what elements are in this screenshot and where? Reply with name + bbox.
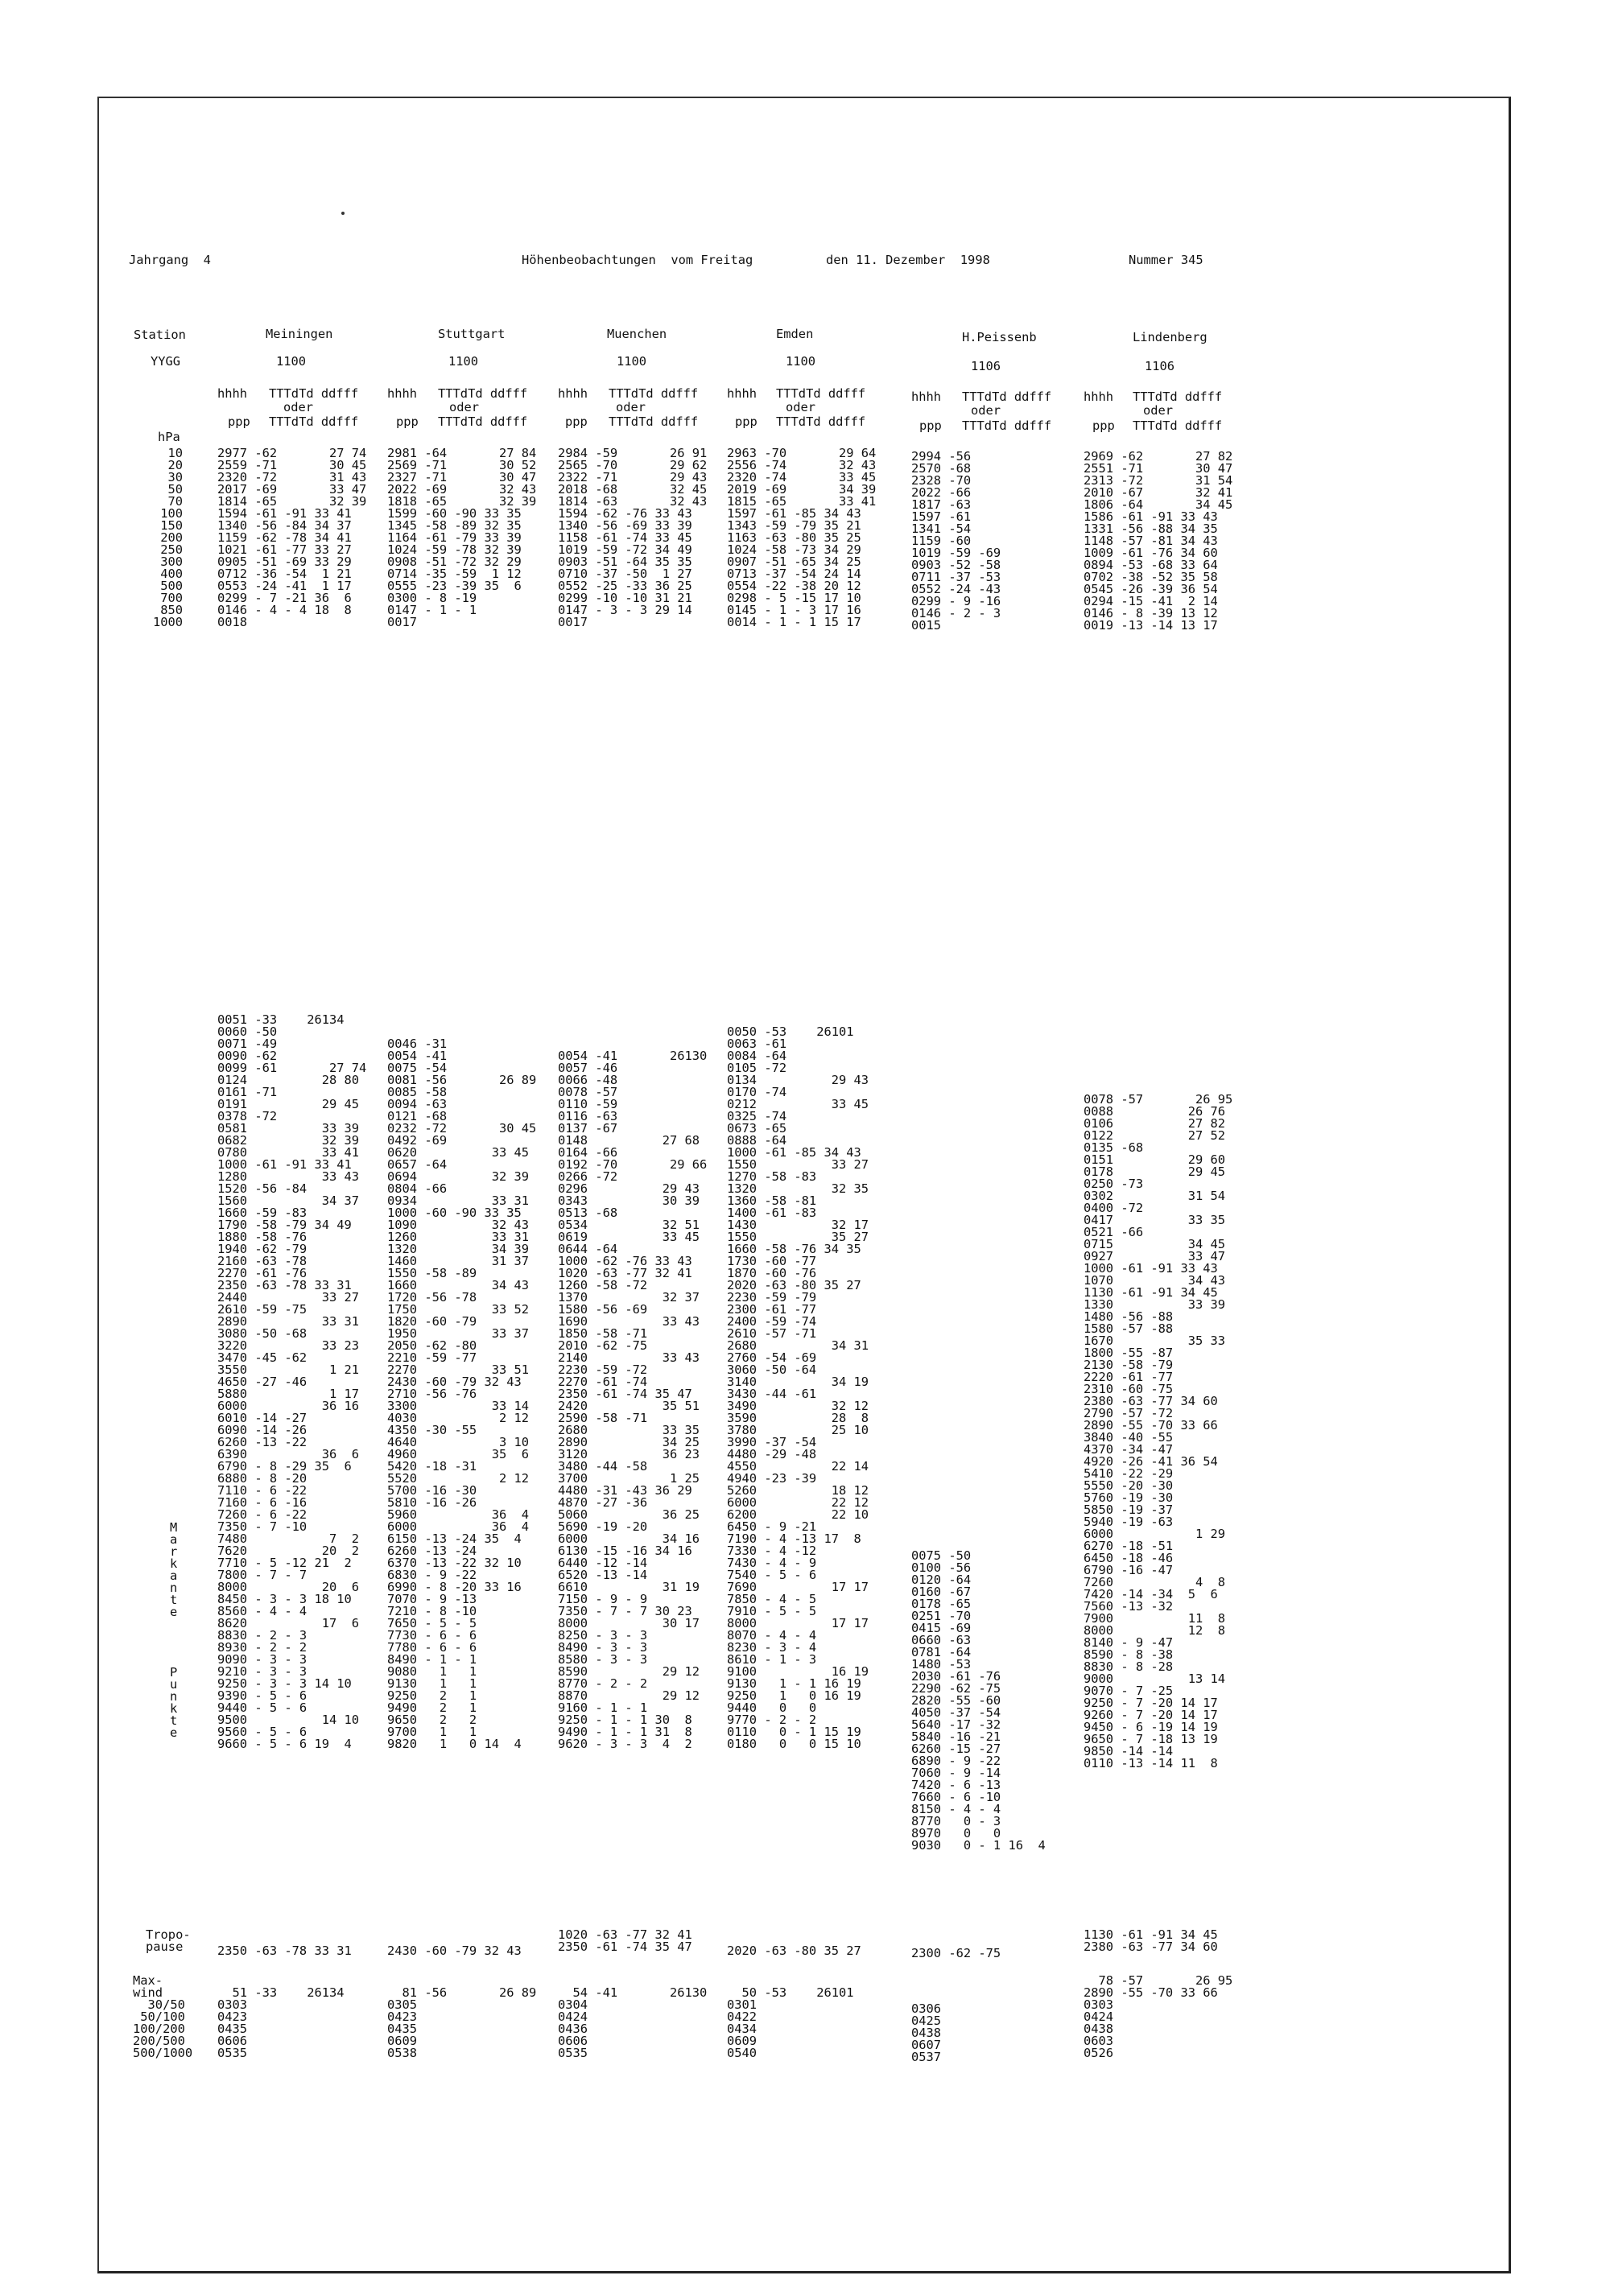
page-date: den 11. Dezember 1998 [826,253,990,267]
col-main-peissenberg: TTTdTd ddfff [962,390,1052,404]
station-yygg-emden: 1100 [786,354,816,369]
levels-emden: 2963 -70 29 64 2556 -74 32 43 2320 -74 33 45 2019 -69 34 39 1815 -65 33 41 1597 -61 -85 34 43 1343 -59 -79 35 21 1163 -63 -80 35 25 1024 -58 -73 34 29 0907 -51 -65 34 25 0713 -37 -54 24 14 0554 -22 -38 20 12 0298 - 5 -15 17 10 0145 - 1 - 3 17 16 0014 - 1 - 1 15 17 [727,446,877,629]
col-alt-stuttgart: TTTdTd ddfff [438,414,528,429]
col-oder-meiningen: oder [283,400,314,414]
col-ppp-stuttgart: ppp [396,414,419,429]
col-hhhh-stuttgart: hhhh [387,386,418,401]
station-yygg-meiningen: 1100 [276,354,307,369]
col-alt-lindenberg: TTTdTd ddfff [1133,418,1223,433]
issue-number: Nummer 345 [1129,253,1203,267]
tropopause-muenchen: 1020 -63 -77 32 41 2350 -61 -74 35 47 [558,1927,692,1954]
col-main-stuttgart: TTTdTd ddfff [438,386,528,401]
tropopause-peissenberg: 2300 -62 -75 [911,1946,1001,1960]
col-oder-lindenberg: oder [1143,403,1174,418]
col-ppp-lindenberg: ppp [1092,418,1115,433]
station-label: Station [134,328,186,342]
maxwind-muenchen: 54 -41 26130 0304 0424 0436 0606 0535 [558,1985,708,2060]
col-ppp-muenchen: ppp [565,414,588,429]
station-name-stuttgart: Stuttgart [438,327,506,341]
col-ppp-peissenberg: ppp [919,418,942,433]
col-alt-muenchen: TTTdTd ddfff [609,414,699,429]
yygg-label: YYGG [151,354,181,369]
maxwind-stuttgart: 81 -56 26 89 0305 0423 0435 0609 0538 [387,1985,537,2060]
col-alt-emden: TTTdTd ddfff [776,414,866,429]
col-ppp-meiningen: ppp [228,414,250,429]
col-alt-peissenberg: TTTdTd ddfff [962,418,1052,433]
significant-muenchen: 0054 -41 26130 0057 -46 0066 -48 0078 -57 0110 -59 0116 -63 0137 -67 0148 27 68 0164 -66 0192 -70 29 66 0266 -72 0296 29 43 0343 30 39 0513 -68 0534 32 51 0619 33 45 0644 -64 1000 -62 -76 33 43 1020 -63 -77 32 41 1260 -58 -72 1370 32 37 1580 -56 -69 1690 33 43 1850 -58 -71 2010 -62 -75 2140 33 43 2230 -59 -72 2270 -61 -74 2350 -61 -74 35 47 2420 35 51 2590 -58 -71 2680 33 35 2890 34 25 3120 36 23 3480 -44 -58 3700 1 25 4480 -31 -43 36 29 4870 -27 -36 5060 36 25 5690 -19 -20 6000 34 16 6130 -15 -16 34 16 6440 -12 -14 6520 -13 -14 6610 31 19 7150 - 9 - 9 7350 - 7 - 7 30 23 8000 30 17 8250 - 3 - 3 8490 - 3 - 3 8580 - 3 - 3 8590 29 12 8770 - 2 - 2 8870 29 12 9160 - 1 - 1 9250 - 1 - 1 30 8 9490 - 1 - 1 31 8 9620 - 3 - 3 4 2 [558,1049,708,1751]
col-main-lindenberg: TTTdTd ddfff [1133,390,1223,404]
col-hhhh-meiningen: hhhh [217,386,248,401]
maxwind-label: Max- wind 30/50 50/100 100/200 200/500 500/1000 [133,1973,193,2060]
hpa-label: hPa [158,430,180,444]
station-name-emden: Emden [776,327,814,341]
maxwind-lindenberg: 78 -57 26 95 2890 -55 -70 33 66 0303 0424 0438 0603 0526 [1084,1973,1233,2060]
station-name-meiningen: Meiningen [266,327,333,341]
col-alt-meiningen: TTTdTd ddfff [269,414,359,429]
jahrgang-label: Jahrgang 4 [129,253,211,267]
tropopause-label: Tropo- pause [146,1927,191,1954]
col-ppp-emden: ppp [735,414,758,429]
tropopause-meiningen: 2350 -63 -78 33 31 [217,1944,352,1958]
tropopause-stuttgart: 2430 -60 -79 32 43 [387,1944,522,1958]
levels-peissenberg: 2994 -56 2570 -68 2328 -70 2022 -66 1817 -63 1597 -61 1341 -54 1159 -60 1019 -59 -69 0903 -52 -58 0711 -37 -53 0552 -24 -43 0299 - 9 -16 0146 - 2 - 3 0015 [911,449,1001,633]
station-yygg-muenchen: 1100 [617,354,647,369]
station-yygg-peissenberg: 1106 [971,359,1001,373]
col-main-meiningen: TTTdTd ddfff [269,386,359,401]
maxwind-emden: 50 -53 26101 0301 0422 0434 0609 0540 [727,1985,854,2060]
col-oder-muenchen: oder [616,400,646,414]
col-oder-stuttgart: oder [449,400,480,414]
col-main-emden: TTTdTd ddfff [776,386,866,401]
speck-mark [341,212,345,215]
significant-peissenberg: 0075 -50 0100 -56 0120 -64 0160 -67 0178 -65 0251 -70 0415 -69 0660 -63 0781 -64 1480 -53 2030 -61 -76 2290 -62 -75 2820 -55 -60 4050 -37 -54 5640 -17 -32 5840 -16 -21 6260 -15 -27 6890 - 9 -22 7060 - 9 -14 7420 - 6 -13 7660 - 6 -10 8150 - 4 - 4 8770 0 - 3 8970 0 0 9030 0 - 1 16 4 [911,1548,1046,1853]
col-oder-emden: oder [786,400,816,414]
station-name-peissenberg: H.Peissenb [962,330,1037,344]
significant-emden: 0050 -53 26101 0063 -61 0084 -64 0105 -72 0134 29 43 0170 -74 0212 33 45 0325 -74 0673 -65 0888 -64 1000 -61 -85 34 43 1550 33 27 1270 -58 -83 1320 32 35 1360 -58 -81 1400 -61 -83 1430 32 17 1550 35 27 1660 -58 -76 34 35 1730 -60 -77 1870 -60 -76 2020 -63 -80 35 27 2230 -59 -79 2300 -61 -77 2400 -59 -74 2610 -57 -71 2680 34 31 2760 -54 -69 3060 -50 -64 3140 34 19 3430 -44 -61 3490 32 12 3590 28 8 3780 25 10 3990 -37 -54 4480 -29 -48 4550 22 14 4940 -23 -39 5260 18 12 6000 22 12 6200 22 10 6450 - 9 -21 7190 - 4 -13 17 8 7330 - 4 -12 7430 - 4 - 9 7540 - 5 - 6 7690 17 17 7850 - 4 - 5 7910 - 5 - 5 8000 17 17 8070 - 4 - 4 8230 - 3 - 4 8610 - 1 - 3 9100 16 19 9130 1 - 1 16 19 9250 1 0 16 19 9440 0 0 9770 - 2 - 2 0110 0 - 1 15 19 0180 0 0 15 10 [727,1024,869,1751]
punkte-label: P u n k t e [170,1665,178,1740]
station-yygg-stuttgart: 1100 [448,354,479,369]
station-name-lindenberg: Lindenberg [1133,330,1208,344]
levels-muenchen: 2984 -59 26 91 2565 -70 29 62 2322 -71 29 43 2018 -68 32 45 1814 -63 32 43 1594 -62 -76 33 43 1340 -56 -69 33 39 1158 -61 -74 33 45 1019 -59 -72 34 49 0903 -51 -64 35 35 0710 -37 -50 1 27 0552 -25 -33 36 25 0299 -10 -10 31 21 0147 - 3 - 3 29 14 0017 [558,446,708,629]
station-yygg-lindenberg: 1106 [1145,359,1175,373]
tropopause-lindenberg: 1130 -61 -91 34 45 2380 -63 -77 34 60 [1084,1927,1218,1954]
significant-stuttgart: 0046 -31 0054 -41 0075 -54 0081 -56 26 89 0085 -58 0094 -63 0121 -68 0232 -72 30 45 0492 -69 0620 33 45 0657 -64 0694 32 39 0804 -66 0934 33 31 1000 -60 -90 33 35 1090 32 43 1260 33 31 1320 34 39 1460 31 37 1550 -58 -89 1660 34 43 1720 -56 -78 1750 33 52 1820 -60 -79 1950 33 37 2050 -62 -80 2210 -59 -77 2270 33 51 2430 -60 -79 32 43 2710 -56 -76 3300 33 14 4030 2 12 4350 -30 -55 4640 3 10 4960 35 6 5420 -18 -31 5520 2 12 5700 -16 -30 5810 -16 -26 5960 36 4 6000 36 4 6150 -13 -24 35 4 6260 -13 -24 6370 -13 -22 32 10 6830 - 9 -22 6990 - 8 -20 33 16 7070 - 9 -13 7210 - 8 -10 7650 - 5 - 5 7730 - 6 - 6 7780 - 6 - 6 8490 - 1 - 1 9080 1 1 9130 1 1 9250 2 1 9490 2 1 9650 2 2 9700 1 1 9820 1 0 14 4 [387,1037,537,1751]
markante-label: M a r k a n t e [170,1520,178,1619]
tropopause-emden: 2020 -63 -80 35 27 [727,1944,861,1958]
levels-lindenberg: 2969 -62 27 82 2551 -71 30 47 2313 -72 31 54 2010 -67 32 41 1806 -64 34 45 1586 -61 -91 33 43 1331 -56 -88 34 35 1148 -57 -81 34 43 1009 -61 -76 34 60 0894 -53 -68 33 64 0702 -38 -52 35 58 0545 -26 -39 36 54 0294 -15 -41 2 14 0146 - 8 -39 13 12 0019 -13 -14 13 17 [1084,449,1233,633]
maxwind-peissenberg: 0306 0425 0438 0607 0537 [911,2001,942,2064]
significant-meiningen: 0051 -33 26134 0060 -50 0071 -49 0090 -62 0099 -61 27 74 0124 28 80 0161 -71 0191 29 45 0378 -72 0581 33 39 0682 32 39 0780 33 41 1000 -61 -91 33 41 1280 33 43 1520 -56 -84 1560 34 37 1660 -59 -83 1790 -58 -79 34 49 1880 -58 -76 1940 -62 -79 2160 -63 -78 2270 -61 -76 2350 -63 -78 33 31 2440 33 27 2610 -59 -75 2890 33 31 3080 -50 -68 3220 33 23 3470 -45 -62 3550 1 21 4650 -27 -46 5880 1 17 6000 36 16 6010 -14 -27 6090 -14 -26 6260 -13 -22 6390 36 6 6790 - 8 -29 35 6 6880 - 8 -20 7110 - 6 -22 7160 - 6 -16 7260 - 6 -22 7350 - 7 -10 7480 7 2 7620 20 2 7710 - 5 -12 21 2 7800 - 7 - 7 8000 20 6 8450 - 3 - 3 18 10 8560 - 4 - 4 8620 17 6 8830 - 2 - 3 8930 - 2 - 2 9090 - 3 - 3 9210 - 3 - 3 9250 - 3 - 3 14 10 9390 - 5 - 6 9440 - 5 - 6 9500 14 10 9560 - 5 - 6 9660 - 5 - 6 19 4 [217,1012,367,1751]
col-hhhh-lindenberg: hhhh [1084,390,1114,404]
levels-meiningen: 2977 -62 27 74 2559 -71 30 45 2320 -72 31 43 2017 -69 33 47 1814 -65 32 39 1594 -61 -91 33 41 1340 -56 -84 34 37 1159 -62 -78 34 41 1021 -61 -77 33 27 0905 -51 -69 33 29 0712 -36 -54 1 21 0553 -24 -41 1 17 0299 - 7 -21 36 6 0146 - 4 - 4 18 8 0018 [217,446,367,629]
col-hhhh-emden: hhhh [727,386,758,401]
significant-lindenberg: 0078 -57 26 95 0088 26 76 0106 27 82 0122 27 52 0135 -68 0151 29 60 0178 29 45 0250 -73 0302 31 54 0400 -72 0417 33 35 0521 -66 0715 34 45 0927 33 47 1000 -61 -91 33 43 1070 34 43 1130 -61 -91 34 45 1330 33 39 1480 -56 -88 1580 -57 -88 1670 35 33 1800 -55 -87 2130 -58 -79 2220 -61 -77 2310 -60 -75 2380 -63 -77 34 60 2790 -57 -72 2890 -55 -70 33 66 3840 -40 -55 4370 -34 -47 4920 -26 -41 36 54 5410 -22 -29 5550 -20 -30 5760 -19 -30 5850 -19 -37 5940 -19 -63 6000 1 29 6270 -18 -51 6450 -18 -46 6790 -16 -47 7260 4 8 7420 -14 -34 5 6 7560 -13 -32 7900 11 8 8000 12 8 8140 - 9 -47 8590 - 8 -38 8830 - 8 -28 9000 13 14 9070 - 7 -25 9250 - 7 -20 14 17 9260 - 7 -20 14 17 9450 - 6 -19 14 19 9650 - 7 -18 13 19 9850 -14 -14 0110 -13 -14 11 8 [1084,1092,1233,1770]
col-main-muenchen: TTTdTd ddfff [609,386,699,401]
pressure-levels: 10 20 30 50 70 100 150 200 250 300 400 500 700 850 1000 [153,446,184,629]
col-hhhh-peissenberg: hhhh [911,390,942,404]
col-hhhh-muenchen: hhhh [558,386,588,401]
page-title: Höhenbeobachtungen vom Freitag [522,253,753,267]
col-oder-peissenberg: oder [971,403,1001,418]
maxwind-meiningen: 51 -33 26134 0303 0423 0435 0606 0535 [217,1985,345,2060]
levels-stuttgart: 2981 -64 27 84 2569 -71 30 52 2327 -71 30 47 2022 -69 32 43 1818 -65 32 39 1599 -60 -90 33 35 1345 -58 -89 32 35 1164 -61 -79 33 39 1024 -59 -78 32 39 0908 -51 -72 32 29 0714 -35 -59 1 12 0555 -23 -39 35 6 0300 - 8 -19 0147 - 1 - 1 0017 [387,446,537,629]
station-name-muenchen: Muenchen [607,327,667,341]
